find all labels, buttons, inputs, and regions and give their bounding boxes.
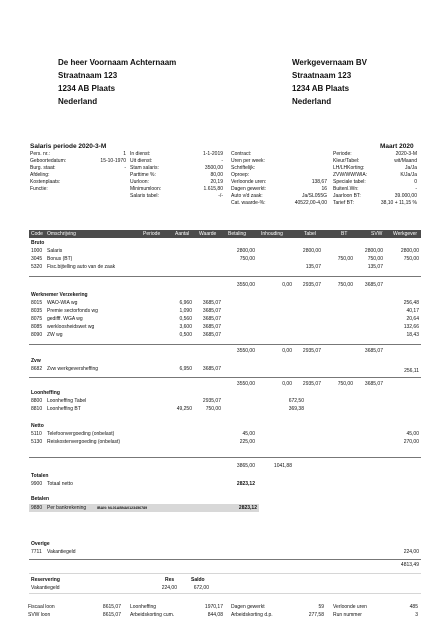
col-omschrijving: Omschrijving: [47, 231, 76, 237]
value-pers-nr: 1: [123, 151, 126, 157]
row-desc: Bonus (BT): [47, 256, 73, 262]
label-afdeling: Afdeling:: [30, 172, 50, 178]
info-employment: [130, 151, 223, 200]
row-werkgever: 256,11: [404, 368, 419, 374]
iban: IBAN: NL01ABNA0123456789: [97, 506, 148, 510]
row-aantal: 1,090: [179, 308, 192, 314]
row-waarde: 750,00: [205, 406, 221, 412]
label-oproep: Oproep:: [231, 172, 250, 178]
row-desc: Premie sectorfonds wg: [47, 308, 98, 314]
subtotal-inhouding: 0,00: [282, 381, 292, 387]
label-cat-waarde: Cat. waarde-%:: [231, 200, 266, 206]
label-dagen-gewerkt: Dagen gewerkt:: [231, 186, 267, 192]
row-inhouding: 672,50: [288, 398, 304, 404]
row-werkgever: 45,00: [406, 431, 419, 437]
row-svw: 135,07: [367, 264, 383, 270]
row-waarde: 3685,07: [202, 308, 221, 314]
period-month: Maart 2020: [380, 143, 414, 150]
label-geboortedatum: Geboortedatum:: [30, 158, 67, 164]
subtotal-betaling: 3550,00: [236, 348, 255, 354]
row-werkgever: 256,48: [403, 300, 419, 306]
netto-total-betaling: 3865,00: [236, 463, 255, 469]
row-code: 8075: [31, 316, 43, 322]
value-geboortedatum: 15-10-1970: [100, 158, 126, 164]
totaal-netto-value: 2823,12: [236, 481, 255, 487]
value-uurloon: 20,19: [210, 179, 223, 185]
value-verloonde-uren: 138,67: [311, 179, 327, 185]
row-betaling: 2800,00: [236, 248, 255, 254]
col-periode: Periode: [143, 231, 161, 237]
footer-label: Dagen gewerkt: [231, 604, 265, 610]
col-waarde: Waarde: [199, 231, 217, 237]
row-waarde: 3685,07: [202, 324, 221, 330]
footer-label: Arbeidskorting cum.: [130, 612, 175, 618]
row-betaling: 45,00: [242, 431, 255, 437]
label-contract: Contract:: [231, 151, 252, 157]
info-personal: [30, 151, 126, 193]
subtotal-betaling: 3550,00: [236, 282, 255, 288]
row-aantal: 6,950: [179, 366, 192, 372]
value-dagen-gewerkt: 16: [321, 186, 327, 192]
row-werkgever: 18,43: [406, 332, 419, 338]
employer-country: Nederland: [292, 97, 332, 106]
divider-thick: [29, 573, 421, 574]
section-netto: Netto: [31, 423, 44, 429]
info-tax: [333, 151, 417, 207]
col-inhouding: Inhouding: [261, 231, 283, 237]
label-jaarloon-bt: Jaarloon BT:: [333, 193, 361, 199]
label-tarief-bt: Tarief BT:: [333, 200, 354, 206]
row-desc: ZW wg: [47, 332, 63, 338]
row-waarde: 3685,07: [202, 366, 221, 372]
row-code: 3045: [31, 256, 43, 262]
row-desc: Per bankrekening: [47, 505, 87, 511]
label-verloonde-uren: Verloonde uren:: [231, 179, 267, 185]
subtotal-tabel: 2935,07: [302, 381, 321, 387]
label-functie: Functie:: [30, 186, 48, 192]
label-schriftelijk: Schriftelijk:: [231, 165, 256, 171]
value-cat-waarde: 40522,00-4,00: [294, 200, 327, 206]
employer-name: Werkgevernaam BV: [292, 58, 367, 67]
label-kleur-tabel: Kleur/Tabel:: [333, 158, 360, 164]
subtotal-svw: 3685,07: [364, 348, 383, 354]
label-zvw-ww-wia: ZVW/WW/WIA:: [333, 172, 368, 178]
row-desc: Zvw werkgeversheffing: [47, 366, 99, 372]
payment-amount: 2823,12: [238, 505, 257, 511]
label-burg-staat: Burg. staat:: [30, 165, 56, 171]
row-desc: Salaris: [47, 248, 63, 254]
row-code: 8090: [31, 332, 43, 338]
section-bruto: Bruto: [31, 240, 45, 246]
row-periode: 49,250: [176, 406, 192, 412]
table-header: [29, 230, 421, 238]
value-zvw-ww-wia: K/Ja/Ja: [400, 172, 417, 178]
label-salaris-tabel: Salaris tabel:: [130, 193, 159, 199]
label-lh-korting: LH/LHKorting:: [333, 165, 365, 171]
footer-label: Run nummer: [333, 612, 362, 618]
row-aantal: 0,500: [179, 332, 192, 338]
row-svw: 2800,00: [364, 248, 383, 254]
employer-address: [292, 56, 367, 108]
row-code: 5110: [31, 431, 42, 437]
label-pers-nr: Pers. nr.:: [30, 151, 51, 157]
col-code: Code: [31, 231, 43, 237]
label-uren-per-week: Uren per week:: [231, 158, 265, 164]
subtotal-betaling: 3550,00: [236, 381, 255, 387]
label-uit-dienst: Uit dienst:: [130, 158, 153, 164]
row-betaling: 750,00: [239, 256, 255, 262]
row-aantal: 0,560: [179, 316, 192, 322]
col-svw: SVW: [371, 231, 383, 237]
value-uit-dienst: -: [221, 158, 223, 164]
row-code: 8085: [31, 324, 43, 330]
row-desc: WAO-WIA wg: [47, 300, 78, 306]
row-desc: Loonheffing BT: [47, 406, 81, 412]
value-in-dienst: 1-1-2019: [202, 151, 223, 157]
value-kleur-tabel: wit/Maand: [394, 158, 417, 164]
value-salaris-tabel: -/-: [218, 193, 223, 199]
row-code: 8810: [31, 406, 43, 412]
label-buitenl-wn: Buitenl.Wn:: [333, 186, 359, 192]
row-desc: Fisc.bijtelling auto van de zaak: [47, 264, 116, 270]
row-werkgever: 40,17: [406, 308, 419, 314]
saldo-header: Saldo: [191, 577, 205, 583]
payment-row: [29, 504, 259, 512]
subtotal-inhouding: 0,00: [282, 282, 292, 288]
divider: [29, 457, 421, 458]
row-code: 7711: [31, 549, 42, 555]
row-desc: Telefoonvergoeding (onbelast): [47, 431, 115, 437]
employee-street: Straatnaam 123: [58, 71, 118, 80]
row-code: 5130: [31, 439, 43, 445]
row-code: 8800: [31, 398, 43, 404]
footer-value: 1970,17: [204, 604, 223, 610]
label-minimumloon: Minimumloon:: [130, 186, 162, 192]
row-werkgever: 224,00: [403, 549, 419, 555]
section-zvw: Zvw: [31, 358, 41, 364]
footer-value: 8615,07: [102, 604, 121, 610]
value-tarief-bt: 38,10 + 11,15 %: [380, 200, 417, 206]
label-kostenplaats: Kostenplaats:: [30, 179, 61, 185]
grand-total: 4813,49: [400, 562, 419, 568]
label-stam-salaris: Stam salaris:: [130, 165, 159, 171]
value-parttime: 80,00: [210, 172, 223, 178]
reservering-header: Reservering: [31, 577, 60, 583]
row-code: 5320: [31, 264, 43, 270]
col-tabel: Tabel: [304, 231, 316, 237]
row-code: 8015: [31, 300, 43, 306]
subtotal-svw: 3685,07: [364, 381, 383, 387]
subtotal-inhouding: 0,00: [282, 348, 292, 354]
row-code: 1000: [31, 248, 43, 254]
footer-value: 59: [318, 604, 324, 610]
row-waarde: 3685,07: [202, 332, 221, 338]
footer-value: 485: [409, 604, 418, 610]
section-totalen: Totalen: [31, 473, 49, 479]
divider-thick: [29, 593, 421, 594]
subtotal-tabel: 2935,07: [302, 282, 321, 288]
row-code: 8682: [31, 366, 43, 372]
row-betaling: 225,00: [239, 439, 255, 445]
col-aantal: Aantal: [175, 231, 190, 237]
row-waarde: 3685,07: [202, 316, 221, 322]
label-periode: Periode:: [333, 151, 352, 157]
period-title: Salaris periode 2020-3-M: [30, 143, 107, 150]
value-buitenl-wn: -: [415, 186, 417, 192]
row-desc: gedifff. WGA wg: [47, 316, 83, 322]
value-minimumloon: 1.615,80: [203, 186, 223, 192]
row-inhouding: 369,38: [288, 406, 304, 412]
reservering-res: 224,00: [161, 585, 177, 591]
footer-value: 8615,07: [102, 612, 121, 618]
subtotal-bt: 750,00: [337, 381, 353, 387]
section-wn-verzekering: Werknemer Verzekering: [31, 292, 88, 298]
row-aantal: 6,960: [179, 300, 192, 306]
employer-street: Straatnaam 123: [292, 71, 352, 80]
footer-label: SVW loon: [28, 612, 51, 618]
row-tabel: 2800,00: [302, 248, 321, 254]
label-auto-vd-zaak: Auto v/d zaak:: [231, 193, 263, 199]
row-code: 9900: [31, 481, 43, 487]
employer-city: 1234 AB Plaats: [292, 84, 350, 93]
row-desc: Vakantiegeld: [47, 549, 76, 555]
row-code: 9880: [31, 505, 43, 511]
row-waarde: 3685,07: [202, 300, 221, 306]
footer-label: Loonheffing: [130, 604, 157, 610]
label-in-dienst: In dienst:: [130, 151, 151, 157]
row-code: 8035: [31, 308, 43, 314]
col-werkgever: Werkgever: [393, 231, 418, 237]
row-desc: Reiskostenvergoeding (onbelast): [47, 439, 121, 445]
row-tabel: 135,07: [305, 264, 321, 270]
row-bt: 750,00: [337, 256, 353, 262]
divider: [29, 344, 421, 345]
col-betaling: Betaling: [228, 231, 247, 237]
subtotal-bt: 750,00: [337, 282, 353, 288]
divider: [29, 559, 421, 560]
reservering-label: Vakantiegeld: [31, 585, 60, 591]
row-desc: werkloosheidswet wg: [47, 324, 95, 330]
footer-value: 3: [415, 612, 418, 618]
divider: [29, 276, 421, 277]
label-parttime: Parttime %:: [130, 172, 156, 178]
netto-total-inhouding: 1041,88: [273, 463, 292, 469]
row-werkgever: 750,00: [403, 256, 419, 262]
res-header: Res: [165, 577, 175, 583]
footer-label: Fiscaal loon: [28, 604, 55, 610]
reservering-table: [31, 577, 211, 593]
row-werkgever: 2800,00: [400, 248, 419, 254]
divider: [29, 377, 421, 378]
row-desc: Totaal netto: [47, 481, 73, 487]
info-contract: [231, 151, 327, 207]
value-periode: 2020-3-M: [395, 151, 417, 157]
reservering-saldo: 672,00: [193, 585, 209, 591]
value-lh-korting: Ja/Ja: [405, 165, 417, 171]
row-svw: 750,00: [367, 256, 383, 262]
employee-address: [58, 56, 176, 108]
value-jaarloon-bt: 39.000,00: [394, 193, 417, 199]
footer-value: 277,58: [308, 612, 324, 618]
subtotal-svw: 3685,07: [364, 282, 383, 288]
employee-name: De heer Voornaam Achternaam: [58, 58, 177, 67]
row-werkgever: 20,64: [406, 316, 419, 322]
col-bt: BT: [341, 231, 348, 237]
row-aantal: 3,600: [179, 324, 192, 330]
section-betalen: Betalen: [31, 496, 50, 502]
label-speciale-tabel: Speciale tabel:: [333, 179, 366, 185]
value-stam-salaris: 3500,00: [204, 165, 223, 171]
value-speciale-tabel: 0: [414, 179, 417, 185]
footer-label: Arbeidskorting d.p.: [231, 612, 273, 618]
value-auto-vd-zaak: Ja/SL055G: [301, 193, 327, 199]
subtotal-tabel: 2935,07: [302, 348, 321, 354]
label-uurloon: Uurloon:: [130, 179, 149, 185]
employee-city: 1234 AB Plaats: [58, 84, 116, 93]
section-overige: Overige: [31, 541, 50, 547]
row-waarde: 2935,07: [202, 398, 221, 404]
employee-country: Nederland: [58, 97, 98, 106]
footer-value: 844,08: [207, 612, 223, 618]
section-loonheffing: Loonheffing: [31, 390, 60, 396]
value-burg-staat: -: [124, 165, 126, 171]
footer-label: Verloonde uren: [333, 604, 367, 610]
row-werkgever: 270,00: [403, 439, 419, 445]
row-werkgever: 132,66: [403, 324, 419, 330]
row-desc: Loonheffing Tabel: [47, 398, 87, 404]
